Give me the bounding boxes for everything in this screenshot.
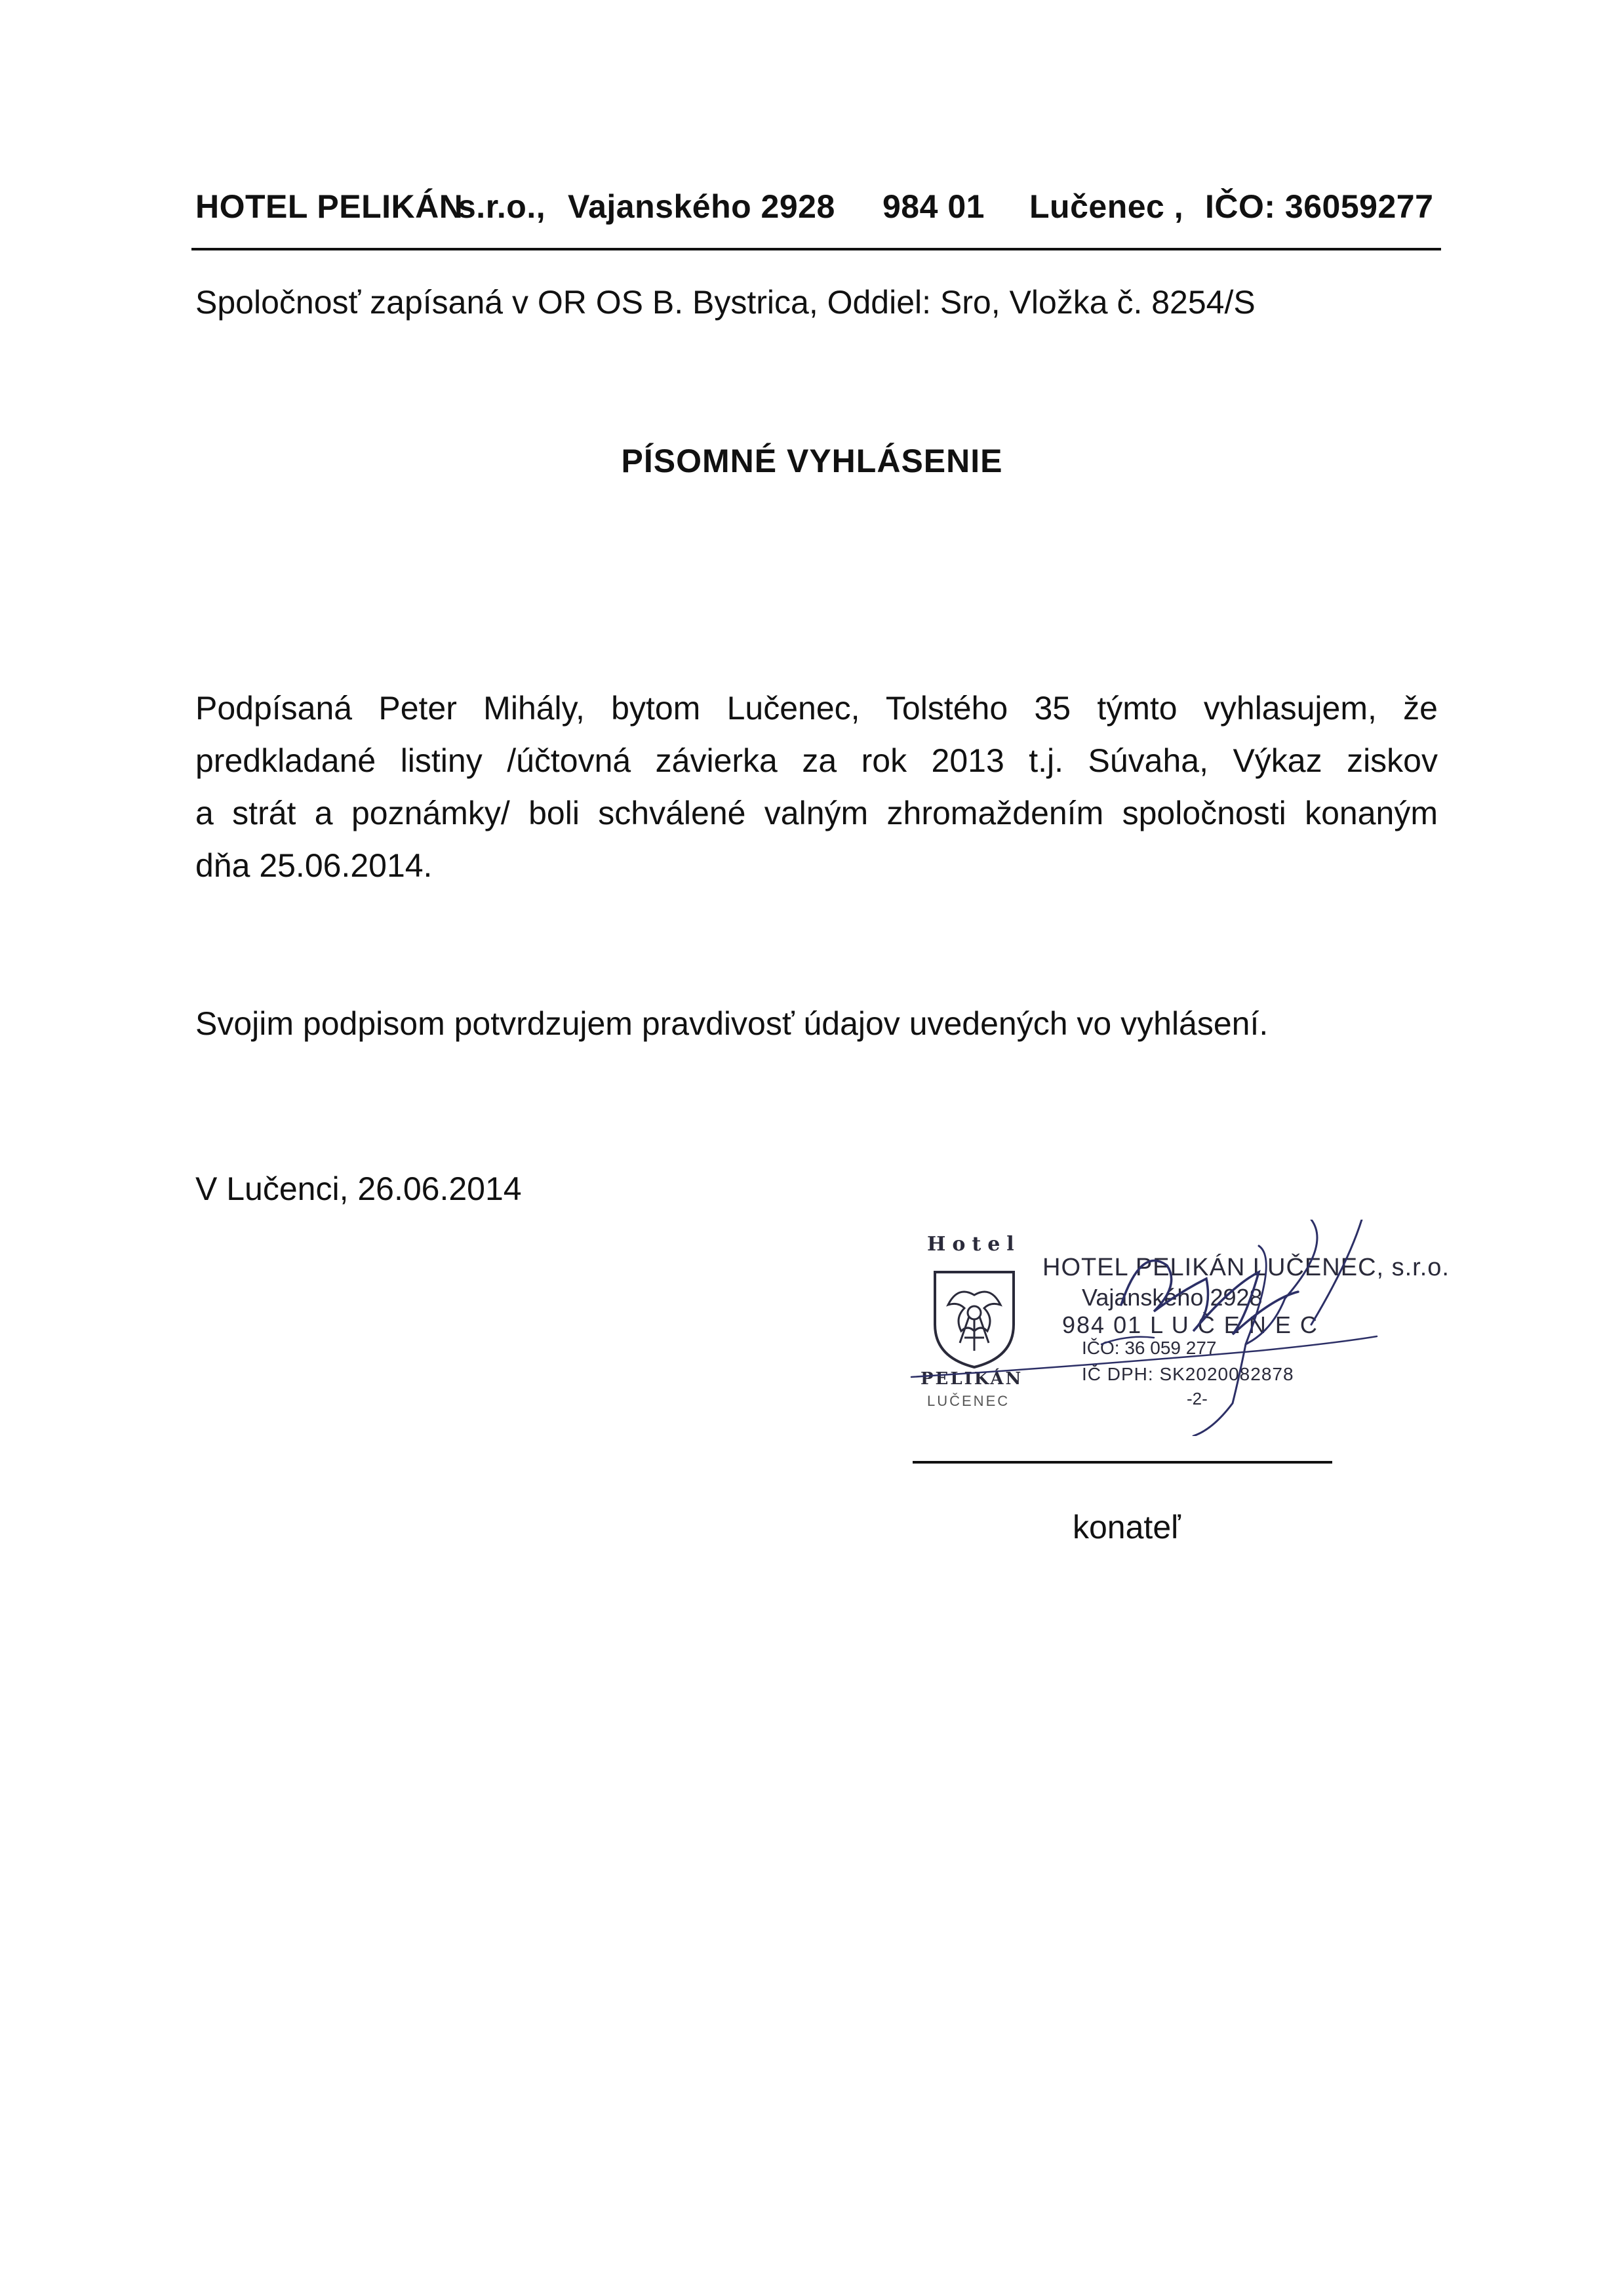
document-title: PÍSOMNÉ VYHLÁSENIE <box>621 443 1003 479</box>
declaration-paragraph <box>195 682 1438 892</box>
confirmation-paragraph: Svojim podpisom potvrdzujem pravdivosť údajov uvedených vo vyhlásení. <box>195 1005 1269 1042</box>
declaration-line: Podpísaná Peter Mihály, bytom Lučenec, Tolstého 35 týmto vyhlasujem, že <box>195 690 1438 727</box>
company-postcode: 984 01 <box>882 188 985 225</box>
signatory-role: konateľ <box>1073 1509 1181 1546</box>
handwritten-signature <box>905 1220 1416 1436</box>
declaration-line: a strát a poznámky/ boli schválené valným zhromaždením spoločnosti konaným <box>195 795 1438 831</box>
place-date: V Lučenci, 26.06.2014 <box>195 1170 522 1207</box>
stamp-logo-city: LUČENEC <box>927 1393 1010 1409</box>
company-legal-form: s.r.o., <box>458 188 546 225</box>
stamp-ico-line: IČO: 36 059 277 <box>1082 1338 1217 1358</box>
company-name: HOTEL PELIKÁN <box>195 188 464 225</box>
registry-line: Spoločnosť zapísaná v OR OS B. Bystrica, Oddiel: Sro, Vložka č. 8254/S <box>195 284 1256 321</box>
stamp-number-line: -2- <box>1187 1389 1208 1408</box>
stamp-vat-line: IČ DPH: SK2020082878 <box>1082 1364 1294 1384</box>
stamp-company-line: HOTEL PELIKÁN LUČENEC, s.r.o. <box>1042 1254 1450 1281</box>
letterhead-divider <box>191 248 1441 250</box>
stamp-city-line: 984 01 L U Č E N E C <box>1062 1311 1318 1338</box>
company-stamp <box>905 1220 1450 1436</box>
stamp-logo-word: Hotel <box>927 1233 1021 1256</box>
signature-line <box>913 1461 1332 1464</box>
company-ico: IČO: 36059277 <box>1205 188 1434 225</box>
company-street: Vajanského 2928 <box>568 188 835 225</box>
declaration-line: predkladané listiny /účtovná závierka za rok 2013 t.j. Súvaha, Výkaz ziskov <box>195 742 1438 779</box>
stamp-street-line: Vajanského 2928 <box>1082 1284 1263 1311</box>
company-city: Lučenec , <box>1029 188 1184 225</box>
declaration-line: dňa 25.06.2014. <box>195 847 433 884</box>
stamp-logo-name: PELIKÁN <box>921 1369 1023 1389</box>
